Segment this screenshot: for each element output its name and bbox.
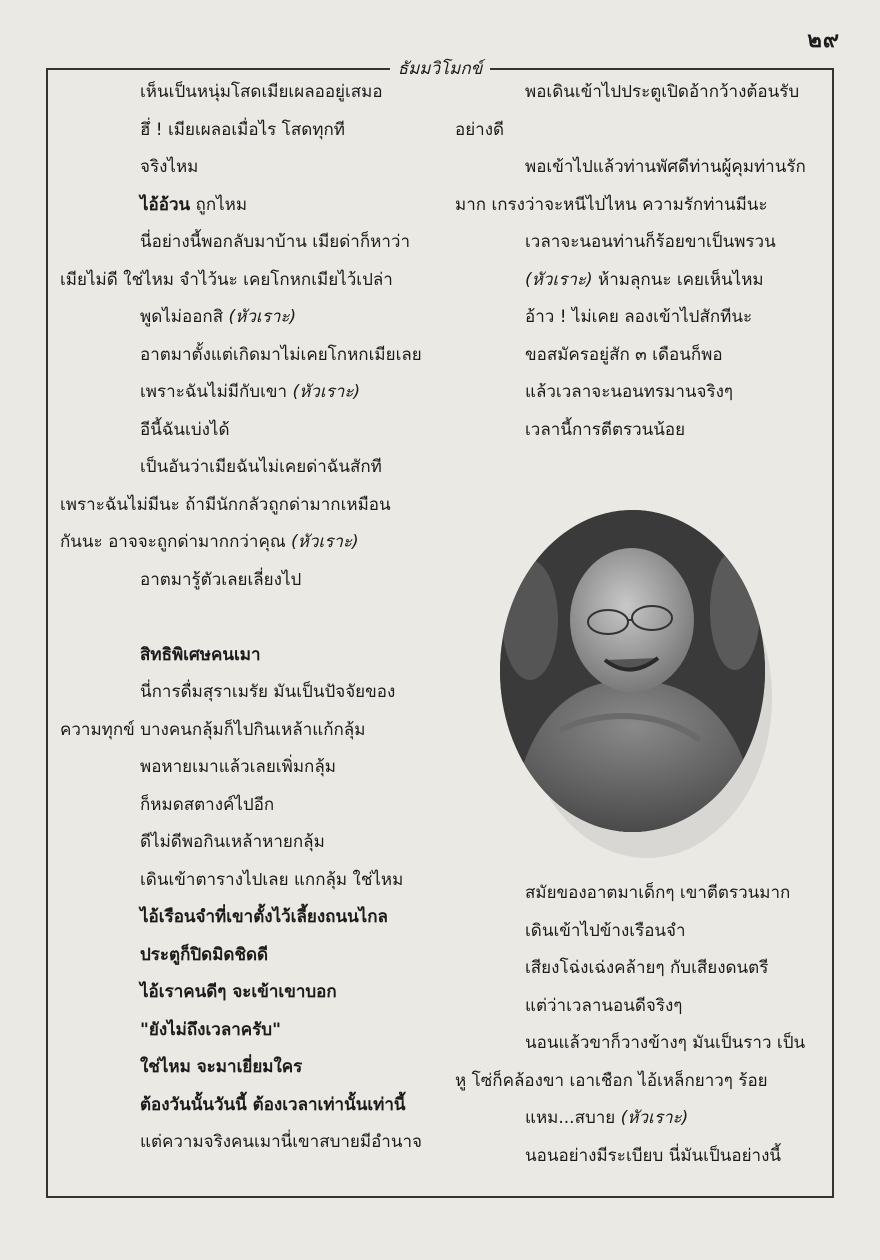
line-text: อ้าว ! ไม่เคย ลองเข้าไปสักทีนะ <box>525 307 753 327</box>
text-line <box>140 194 248 215</box>
line-text: นี่การดื่มสุราเมรัย มันเป็นปัจจัยของ <box>140 682 396 702</box>
line-text: "ยังไม่ถึงเวลาครับ" <box>140 1019 281 1040</box>
line-text: แล้วเวลาจะนอนทรมานจริงๆ <box>525 382 734 402</box>
line-suffix: ถูกไหม <box>190 194 248 215</box>
line-text: นี่อย่างนี้พอกลับมาบ้าน เมียด่าก็หาว่า <box>140 232 410 252</box>
text-line <box>140 944 269 965</box>
line-text: แต่ความจริงคนเมานี่เขาสบายมีอำนาจ <box>140 1132 422 1152</box>
line-text: พูดไม่ออกสิ <box>140 307 224 327</box>
section-heading: สิทธิพิเศษคนเมา <box>140 644 261 665</box>
text-line <box>140 569 302 590</box>
text-line <box>60 719 366 740</box>
text-line <box>140 794 275 815</box>
line-text: เดินเข้าไปข้างเรือนจำ <box>525 920 686 941</box>
line-text: ไอ้เราคนดีๆ จะเข้าเขาบอก <box>140 982 337 1002</box>
laughter-note: (หัวเราะ) <box>287 382 361 402</box>
monk-portrait-image <box>500 510 765 832</box>
line-text: เมียไม่ดี ใช่ไหม จำไว้นะ เคยโกหกเมียไว้เปล่า <box>60 269 393 290</box>
line-text: มาก เกรงว่าจะหนีไปไหน ความรักท่านมีนะ <box>455 194 768 215</box>
line-text: เป็นอันว่าเมียฉันไม่เคยด่าฉันสักที <box>140 457 382 477</box>
text-line <box>140 834 325 851</box>
line-text: หู โซ่ก็คล้องขา เอาเชือก ไอ้เหล็กยาวๆ ร้อย <box>455 1070 768 1091</box>
line-text: พอหายเมาแล้วเลยเพิ่มกลุ้ม <box>140 757 336 777</box>
line-text: เดินเข้าตารางไปเลย แกกลุ้ม ใช่ไหม <box>140 869 404 890</box>
text-line <box>60 534 359 551</box>
line-text: ดีไม่ดีพอกินเหล้าหายกลุ้ม <box>140 832 325 852</box>
line-text: ไอ้อ้วน <box>140 194 191 215</box>
text-line <box>525 419 686 440</box>
line-suffix: ห้ามลุกนะ เคยเห็นไหม <box>592 269 764 290</box>
line-text: อีนี้ฉันเบ่งได้ <box>140 419 230 440</box>
line-text: เพราะฉันไม่มีนะ ถ้ามีนักกลัวถูกด่ามากเหมือน <box>60 494 391 515</box>
text-line <box>140 759 336 776</box>
text-line <box>140 909 388 926</box>
line-text: พอเดินเข้าไปประตูเปิดอ้ากว้างต้อนรับ <box>525 82 800 102</box>
text-line <box>525 234 776 251</box>
text-line <box>140 984 337 1001</box>
text-line <box>60 494 391 515</box>
text-line <box>140 684 395 701</box>
laughter-note: (หัวเราะ) <box>525 269 593 290</box>
line-text: พอเข้าไปแล้วท่านพัศดีท่านผู้คุมท่านรัก <box>525 157 806 177</box>
text-line <box>525 885 790 902</box>
text-line <box>140 1134 422 1151</box>
text-line <box>60 269 393 290</box>
text-line <box>140 384 360 401</box>
text-line <box>525 960 768 977</box>
line-text: ขอสมัครอยู่สัก ๓ เดือนก็พอ <box>525 344 723 365</box>
text-line <box>140 159 198 176</box>
text-line <box>140 1019 281 1040</box>
text-line <box>525 384 733 401</box>
line-text: เวลานี้การตีตรวนน้อย <box>525 419 686 440</box>
text-line <box>140 869 404 890</box>
text-line <box>140 644 261 665</box>
line-text: ต้องวันนั้นวันนี้ ต้องเวลาเท่านั้นเท่านี้ <box>140 1094 406 1115</box>
text-line <box>140 309 296 326</box>
text-line <box>455 1070 768 1091</box>
line-text: ก็หมดสตางค์ไปอีก <box>140 794 275 815</box>
monk-portrait-svg <box>500 510 765 832</box>
text-line <box>140 419 230 440</box>
text-line <box>455 119 505 140</box>
text-line <box>140 344 422 365</box>
line-text: แหม...สบาย <box>525 1108 616 1128</box>
line-text: เพราะฉันไม่มีกับเขา <box>140 382 288 402</box>
line-text: กันนะ อาจจะถูกด่ามากกว่าคุณ <box>60 532 286 552</box>
text-line <box>525 920 686 941</box>
line-text: นอนแล้วขาก็วางข้างๆ มันเป็นราว เป็น <box>525 1033 806 1053</box>
text-line <box>525 1145 782 1166</box>
text-line <box>140 459 382 476</box>
text-line <box>140 84 383 101</box>
text-line <box>140 234 410 251</box>
line-text: เห็นเป็นหนุ่มโสดเมียเผลออยู่เสมอ <box>140 82 383 102</box>
text-line <box>140 1094 406 1115</box>
line-text: จริงไหม <box>140 157 199 177</box>
text-line <box>525 84 799 101</box>
text-line <box>525 995 683 1016</box>
line-text: อย่างดี <box>455 119 505 140</box>
text-line <box>525 159 806 176</box>
header-title <box>0 55 880 82</box>
line-text: แต่ว่าเวลานอนดีจริงๆ <box>525 995 683 1016</box>
text-line <box>525 344 723 365</box>
line-text: ความทุกข์ บางคนกลุ้มก็ไปกินเหล้าแก้กลุ้ม <box>60 719 366 740</box>
text-line <box>525 309 752 326</box>
line-text: ไอ้เรือนจำที่เขาตั้งไว้เลี้ยงถนนไกล <box>140 907 388 927</box>
line-text: อาตมารู้ตัวเลยเลี่ยงไป <box>140 569 302 590</box>
text-line <box>140 1059 302 1076</box>
line-text: ประตูก็ปิดมิดชิดดี <box>140 944 269 965</box>
line-text: เสียงโฉ่งเฉ่งคล้ายๆ กับเสียงดนตรี <box>525 958 769 978</box>
line-text: ใช่ไหม จะมาเยี่ยมใคร <box>140 1057 303 1077</box>
page-number: ๒๙ <box>807 28 840 53</box>
text-line <box>455 194 768 215</box>
header-title-text: ธัมมวิโมกข์ <box>390 59 491 79</box>
laughter-note: (หัวเราะ) <box>223 307 297 327</box>
laughter-note: (หัวเราะ) <box>285 532 359 552</box>
line-text: อาตมาตั้งแต่เกิดมาไม่เคยโกหกเมียเลย <box>140 344 422 365</box>
text-line <box>140 119 345 140</box>
line-text: ฮึ่ ! เมียเผลอเมื่อไร โสดทุกที <box>140 119 345 140</box>
text-line <box>525 269 764 290</box>
laughter-note: (หัวเราะ) <box>615 1108 689 1128</box>
line-text: สมัยของอาตมาเด็กๆ เขาตีตรวนมาก <box>525 883 791 903</box>
text-line <box>525 1035 805 1052</box>
monk-photo <box>500 510 770 840</box>
line-text: เวลาจะนอนท่านก็ร้อยขาเป็นพรวน <box>525 232 776 252</box>
line-text: นอนอย่างมีระเบียบ นี่มันเป็นอย่างนี้ <box>525 1145 782 1166</box>
text-line <box>525 1110 688 1127</box>
